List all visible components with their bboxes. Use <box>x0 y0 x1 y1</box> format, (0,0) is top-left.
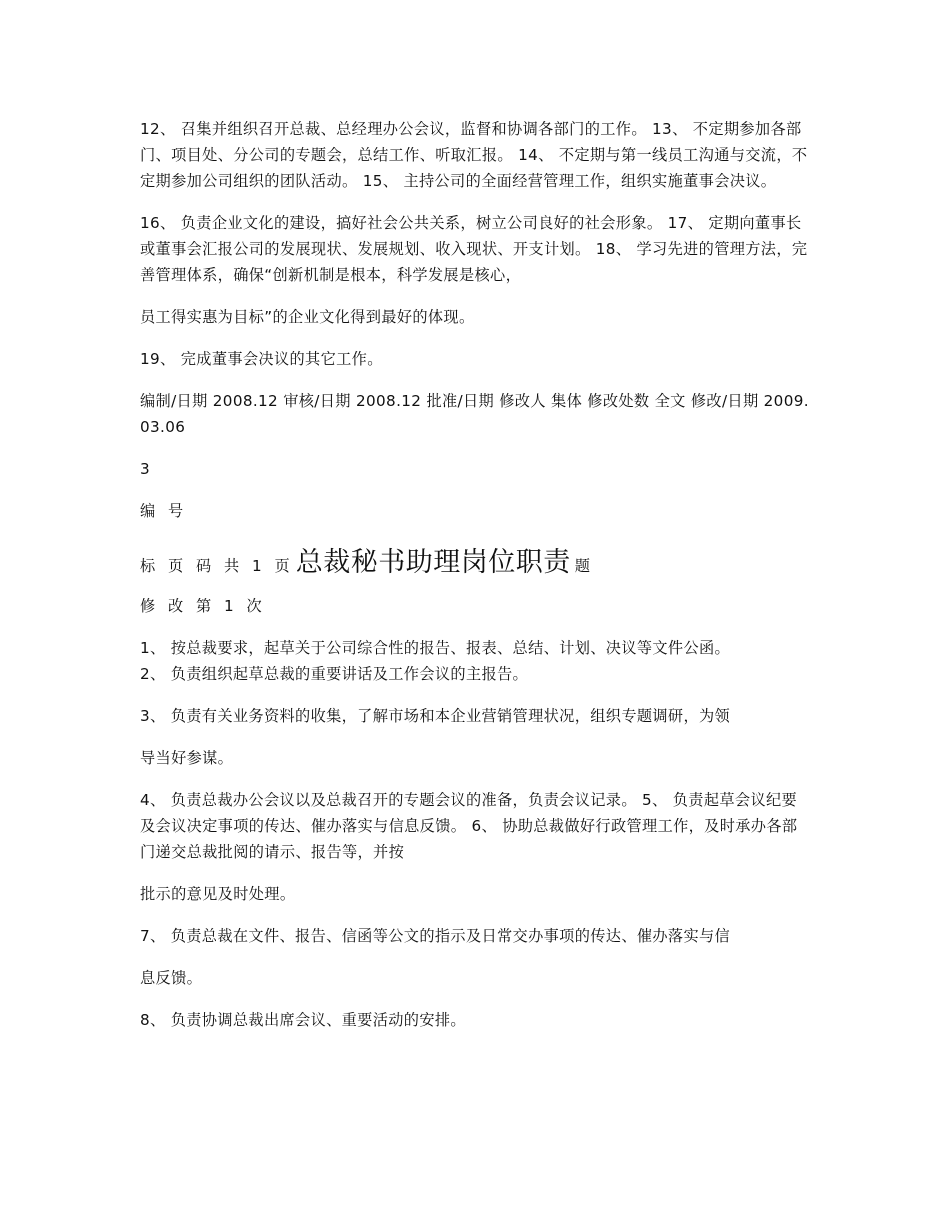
page-number: 3 <box>140 460 151 478</box>
paragraph-duties-16-18: 16、 负责企业文化的建设，搞好社会公共关系，树立公司良好的社会形象。 17、 定期向董事长或董事会汇报公司的发展现状、发展规划、收入现状、开支计划。 18、 学习先进的管理方法，完善管理体系，确保“创新机制是根本，科学发展是核心， <box>140 214 808 284</box>
secretary-duty-1: 1、 按总裁要求，起草关于公司综合性的报告、报表、总结、计划、决议等文件公函。 <box>140 639 731 657</box>
page-title: 总裁秘书助理岗位职责 <box>295 547 571 578</box>
secretary-duty-8: 8、 负责协调总裁出席会议、重要活动的安排。 <box>140 1011 466 1029</box>
secretary-duties-4-6: 4、 负责总裁办公会议以及总裁召开的专题会议的准备，负责会议记录。 5、 负责起草会议纪要及会议决定事项的传达、催办落实与信息反馈。 6、 协助总裁做好行政管理工作，及时承办各部门递交总裁批阅的请示、报告等，并按 <box>140 791 798 861</box>
revision-info: 编制/日期 2008.12 审核/日期 2008.12 批准/日期 修改人 集体 修改处数 全文 修改/日期 2009.03.06 <box>140 392 809 436</box>
secretary-duty-7-continued: 息反馈。 <box>140 969 203 987</box>
title-row <box>140 540 812 579</box>
paragraph-duty-19: 19、 完成董事会决议的其它工作。 <box>140 350 383 368</box>
secretary-duty-3-continued: 导当好参谋。 <box>140 749 234 767</box>
paragraph-duty-18-continued: 员工得实惠为目标”的企业文化得到最好的体现。 <box>140 308 475 326</box>
revision-count: 修 改 第 1 次 <box>140 597 266 615</box>
document-number-label: 编 号 <box>140 502 188 520</box>
secretary-duty-2: 2、 负责组织起草总裁的重要讲话及工作会议的主报告。 <box>140 665 529 683</box>
header-left-label: 标 页 码 共 1 页 <box>140 557 294 575</box>
secretary-duty-6-continued: 批示的意见及时处理。 <box>140 885 296 903</box>
document-page <box>140 116 812 1049</box>
secretary-duty-7: 7、 负责总裁在文件、报告、信函等公文的指示及日常交办事项的传达、催办落实与信 <box>140 927 731 945</box>
secretary-duty-3: 3、 负责有关业务资料的收集，了解市场和本企业营销管理状况，组织专题调研，为领 <box>140 707 731 725</box>
paragraph-duties-12-15: 12、 召集并组织召开总裁、总经理办公会议，监督和协调各部门的工作。 13、 不定期参加各部门、项目处、分公司的专题会，总结工作、听取汇报。 14、 不定期与第一线员工沟通与交流，不定期参加公司组织的团队活动。 15、 主持公司的全面经营管理工作，组织实施董事会决议。 <box>140 120 808 190</box>
header-right-label: 题 <box>574 557 594 575</box>
